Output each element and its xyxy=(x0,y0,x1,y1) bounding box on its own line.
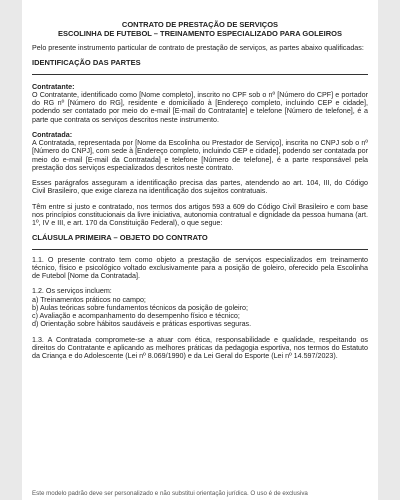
legal-basis-paragraph: Têm entre si justo e contratado, nos termos dos artigos 593 a 609 do Código Civil Brasileiro e com base nos princípios constitucionais da livre iniciativa, autonomia contratual e dignidade da pessoa humana (art. 1º, IV e III, e art. 170 da Constituição Federal), o que segue: xyxy=(32,202,368,228)
document-body xyxy=(32,21,368,367)
clause-1-2-intro: 1.2. Os serviços incluem: xyxy=(32,287,112,296)
contratada-label: Contratada: xyxy=(32,130,73,139)
document-title-line1: CONTRATO DE PRESTAÇÃO DE SERVIÇOS xyxy=(121,20,279,29)
document-title-line2: ESCOLINHA DE FUTEBOL – TREINAMENTO ESPECIALIZADO PARA GOLEIROS xyxy=(57,28,343,38)
document-page xyxy=(22,0,378,500)
footer-disclaimer: Este modelo padrão deve ser personalizado e não substitui orientação jurídica. O uso é de exclusiva xyxy=(32,490,308,497)
section-divider xyxy=(32,249,368,250)
clause-1-3: 1.3. A Contratada compromete-se a atuar com ética, responsabilidade e qualidade, respeitando os direitos do Contratante e aplicando as melhores práticas da pedagogia esportiva, nos termos do Estatuto da Criança e do Adolescente (Lei nº 8.069/1990) e da Lei Geral do Esporte (Lei nº 14.597/2023). xyxy=(32,335,368,361)
services-list xyxy=(32,296,368,329)
section-divider xyxy=(32,74,368,75)
contratante-paragraph: O Contratante, identificado como [Nome completo], inscrito no CPF sob o nº [Número do CPF] e portador do RG nº [Número do RG], residente e domiciliado à [Endereço completo, incluindo CEP e cidade], podendo ser contatado por meio do e-mail [E-mail do Contratante] e telefone [Número de telefone], é a parte que contrata os serviços descritos neste instrumento. xyxy=(32,90,368,124)
list-item: c) Avaliação e acompanhamento do desempenho físico e técnico; xyxy=(32,312,240,321)
intro-paragraph: Pelo presente instrumento particular de contrato de prestação de serviços, as partes abaixo qualificadas: xyxy=(32,44,364,53)
section-heading-parties: IDENTIFICAÇÃO DAS PARTES xyxy=(32,58,141,68)
list-item: b) Aulas teóricas sobre fundamentos técnicos da posição de goleiro; xyxy=(32,303,248,312)
section-heading-clause1: CLÁUSULA PRIMEIRA – OBJETO DO CONTRATO xyxy=(32,233,208,243)
contratada-paragraph: A Contratada, representada por [Nome da Escolinha ou Prestador de Serviço], inscrita no CNPJ sob o nº [Número do CNPJ], com sede à [Endereço completo, incluindo CEP e cidade], podendo ser contatada por meio do e-mail [E-mail da Contratada] e telefone [Número de telefone], é a parte responsável pela prestação dos serviços especializados descritos neste contrato. xyxy=(32,139,368,172)
identification-paragraph: Esses parágrafos asseguram a identificação precisa das partes, atendendo ao art. 104, III, do Código Civil Brasileiro, que exige clareza na identificação dos sujeitos contratuais. xyxy=(32,179,368,196)
clause-1-1: 1.1. O presente contrato tem como objeto a prestação de serviços especializados em treinamento técnico, físico e psicológico voltado exclusivamente para a posição de goleiro, oferecido pela Escolinha de Futebol [Nome da Contratada]. xyxy=(32,255,368,281)
list-item: d) Orientação sobre hábitos saudáveis e práticas esportivas seguras. xyxy=(32,320,252,329)
contratante-label: Contratante: xyxy=(32,82,75,91)
list-item: a) Treinamentos práticos no campo; xyxy=(32,295,146,304)
